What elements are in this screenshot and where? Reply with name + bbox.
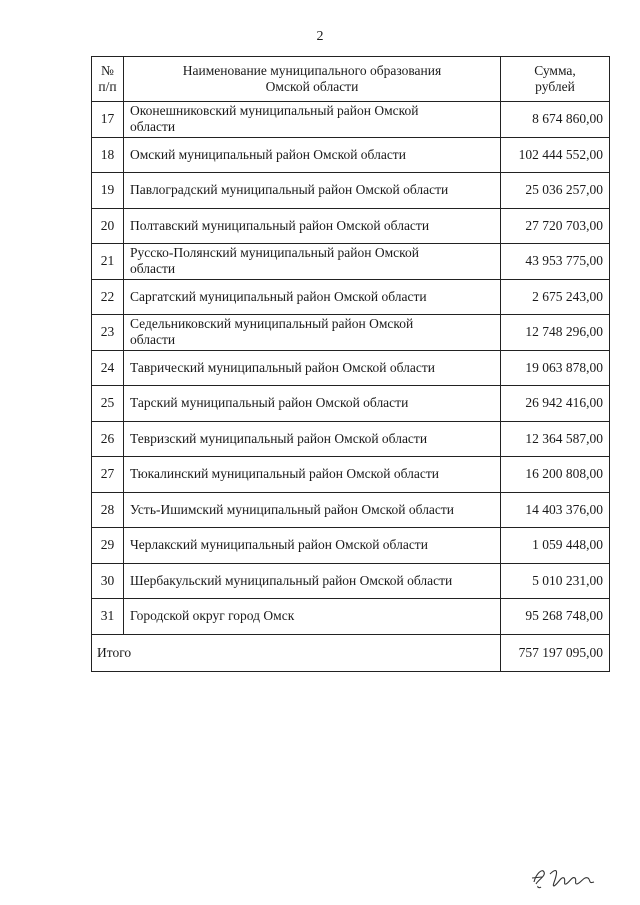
row-number: 29	[92, 528, 124, 564]
municipality-name-line1: Усть-Ишимский муниципальный район Омской области	[130, 501, 455, 517]
amount-rubles: 26 942 416,00	[501, 386, 610, 422]
table-row	[92, 421, 610, 457]
row-number: 28	[92, 492, 124, 528]
amount-rubles: 25 036 257,00	[501, 173, 610, 209]
municipality-name	[124, 528, 501, 564]
amount-rubles: 1 059 448,00	[501, 528, 610, 564]
table-row	[92, 244, 610, 280]
table-row	[92, 492, 610, 528]
row-number: 23	[92, 315, 124, 351]
municipality-name-line2: области	[130, 261, 176, 277]
row-number: 17	[92, 102, 124, 138]
row-number: 22	[92, 279, 124, 315]
table-row	[92, 563, 610, 599]
municipality-name-line1: Русско-Полянский муниципальный район Омской	[130, 245, 419, 261]
row-number: 24	[92, 350, 124, 386]
header-name-line2: Омской области	[265, 79, 359, 94]
row-number: 25	[92, 386, 124, 422]
amount-rubles: 95 268 748,00	[501, 599, 610, 635]
header-number-line1: №	[101, 63, 114, 78]
distribution-table	[91, 56, 610, 672]
row-number: 26	[92, 421, 124, 457]
amount-rubles: 12 364 587,00	[501, 421, 610, 457]
row-number: 18	[92, 137, 124, 173]
table-header-row	[92, 57, 610, 102]
table-row	[92, 315, 610, 351]
header-name	[124, 57, 501, 102]
row-number: 31	[92, 599, 124, 635]
header-sum-line1: Сумма,	[534, 63, 576, 78]
municipality-name-line1: Омский муниципальный район Омской области	[130, 146, 406, 162]
header-sum	[501, 57, 610, 102]
amount-rubles: 43 953 775,00	[501, 244, 610, 280]
municipality-name	[124, 173, 501, 209]
table-row	[92, 457, 610, 493]
municipality-name-line1: Шербакульский муниципальный район Омской области	[130, 572, 453, 588]
municipality-name-line1: Тевризский муниципальный район Омской области	[130, 430, 428, 446]
table-row	[92, 599, 610, 635]
municipality-name	[124, 244, 501, 280]
header-sum-line2: рублей	[535, 79, 575, 94]
amount-rubles: 2 675 243,00	[501, 279, 610, 315]
table-row	[92, 173, 610, 209]
table-row	[92, 279, 610, 315]
header-name-line1: Наименование муниципального образования	[182, 63, 442, 78]
municipality-name-line1: Саргатский муниципальный район Омской области	[130, 288, 427, 304]
row-number: 21	[92, 244, 124, 280]
amount-rubles: 8 674 860,00	[501, 102, 610, 138]
amount-rubles: 19 063 878,00	[501, 350, 610, 386]
table-row	[92, 102, 610, 138]
table-row	[92, 528, 610, 564]
table-row	[92, 137, 610, 173]
amount-rubles: 27 720 703,00	[501, 208, 610, 244]
municipality-name-line1: Городской округ город Омск	[130, 608, 295, 624]
table-row	[92, 208, 610, 244]
row-number: 27	[92, 457, 124, 493]
municipality-name	[124, 457, 501, 493]
municipality-name-line1: Седельниковский муниципальный район Омской	[130, 316, 414, 332]
municipality-name	[124, 599, 501, 635]
municipality-name-line2: области	[130, 119, 176, 135]
municipality-name-line1: Тюкалинский муниципальный район Омской области	[130, 466, 439, 482]
municipality-name	[124, 563, 501, 599]
row-number: 19	[92, 173, 124, 209]
municipality-name	[124, 208, 501, 244]
amount-rubles: 12 748 296,00	[501, 315, 610, 351]
row-number: 20	[92, 208, 124, 244]
municipality-name-line1: Таврический муниципальный район Омской области	[130, 359, 436, 375]
total-row	[92, 634, 610, 671]
municipality-name	[124, 386, 501, 422]
municipality-name	[124, 279, 501, 315]
municipality-name	[124, 137, 501, 173]
handwritten-signature	[528, 856, 598, 892]
table-row	[92, 386, 610, 422]
municipality-name-line1: Черлакский муниципальный район Омской области	[130, 537, 428, 553]
total-sum: 757 197 095,00	[501, 634, 610, 671]
municipality-name-line1: Оконешниковский муниципальный район Омской	[130, 103, 419, 119]
header-number-line2: п/п	[98, 79, 117, 94]
municipality-name	[124, 421, 501, 457]
municipality-name	[124, 492, 501, 528]
table-row	[92, 350, 610, 386]
municipality-name	[124, 350, 501, 386]
amount-rubles: 102 444 552,00	[501, 137, 610, 173]
municipality-name	[124, 315, 501, 351]
header-number	[92, 57, 124, 102]
amount-rubles: 5 010 231,00	[501, 563, 610, 599]
municipality-name-line2: области	[130, 332, 176, 348]
amount-rubles: 16 200 808,00	[501, 457, 610, 493]
amount-rubles: 14 403 376,00	[501, 492, 610, 528]
municipality-name-line1: Полтавский муниципальный район Омской области	[130, 217, 430, 233]
municipality-name-line1: Тарский муниципальный район Омской области	[130, 395, 409, 411]
total-label: Итого	[92, 634, 501, 671]
page-number: 2	[316, 29, 324, 44]
row-number: 30	[92, 563, 124, 599]
municipality-name-line1: Павлоградский муниципальный район Омской области	[130, 182, 449, 198]
municipality-name	[124, 102, 501, 138]
